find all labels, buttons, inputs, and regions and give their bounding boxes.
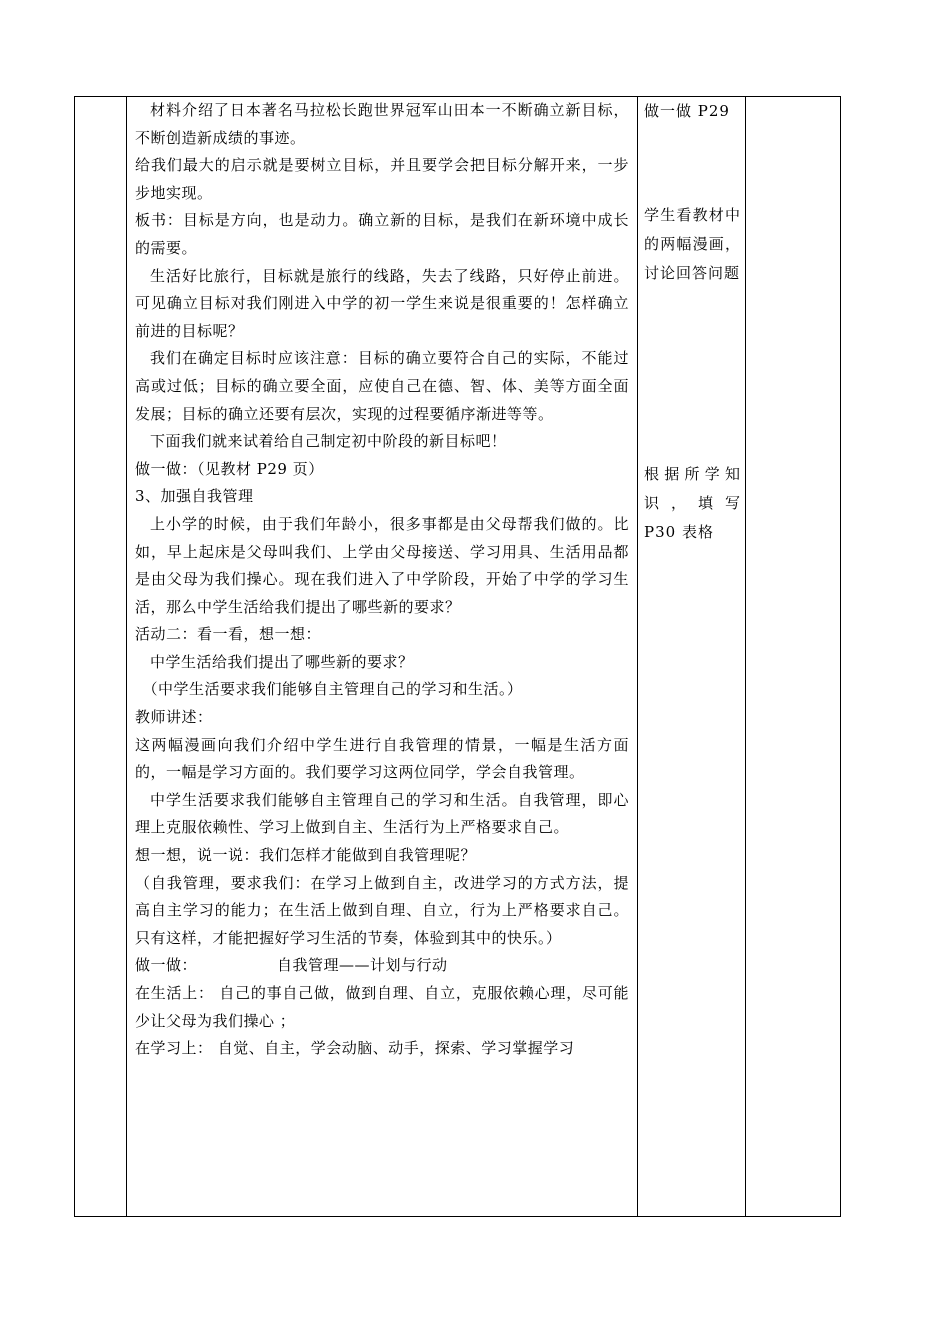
lesson-table xyxy=(74,96,841,1217)
paragraph: 中学生活给我们提出了哪些新的要求？ xyxy=(150,652,414,671)
paragraph: 我们在确定目标时应该注意：目标的确立要符合自己的实际，不能过高或过低；目标的确立要全面，应使自己在德、智、体、美等方面全面发展；目标的确立还要有层次，实现的过程要循序渐进等等。 xyxy=(135,349,629,423)
paragraph: 在生活上： 自己的事自己做，做到自理、自立，克服依赖心理，尽可能少让父母为我们操心 ； xyxy=(135,984,629,1030)
paragraph: 做一做：（见教材 P29 页） xyxy=(135,459,324,478)
paragraph: （自我管理，要求我们：在学习上做到自主，改进学习的方式方法，提高自主学习的能力；在生活上做到自理、自立，行为上严格要求自己。只有这样，才能把握好学习生活的节奏，体验到其中的快乐。） xyxy=(135,873,629,947)
paragraph: 给我们最大的启示就是要树立目标，并且要学会把目标分解开来，一步步地实现。 xyxy=(135,156,629,202)
paragraph: 上小学的时候，由于我们年龄小，很多事都是由父母帮我们做的。比如，早上起床是父母叫我们、上学由父母接送、学习用具、生活用品都是由父母为我们操心。现在我们进入了中学阶段，开始了中学的学习生活，那么中学生活给我们提出了哪些新的要求？ xyxy=(135,514,629,616)
blank-column-cell xyxy=(746,97,841,1217)
paragraph: 在学习上： 自觉、自主，学会动脑、动手，探索、学习掌握学习 xyxy=(135,1039,575,1058)
side-note: 根据所学知识，填写 P30 表格 xyxy=(644,465,741,541)
table-row xyxy=(75,97,841,1217)
activity-heading: 活动二：看一看，想一想： xyxy=(135,625,322,644)
activity-title: 自我管理——计划与行动 xyxy=(277,956,448,975)
student-activity-cell xyxy=(638,97,746,1217)
paragraph: （中学生活要求我们能够自主管理自己的学习和生活。） xyxy=(142,680,523,699)
section-heading: 3、加强自我管理 xyxy=(135,487,254,506)
blackboard-note: 板书：目标是方向，也是动力。确立新的目标，是我们在新环境中成长的需要。 xyxy=(135,211,629,257)
paragraph: 材料介绍了日本著名马拉松长跑世界冠军山田本一不断确立新目标，不断创造新成绩的事迹。 xyxy=(135,101,629,147)
blank-column-cell xyxy=(75,97,127,1217)
paragraph: 教师讲述： xyxy=(135,708,213,727)
paragraph: 想一想，说一说：我们怎样才能做到自我管理呢？ xyxy=(135,846,477,865)
paragraph: 生活好比旅行，目标就是旅行的线路，失去了线路，只好停止前进。可见确立目标对我们刚进入中学的初一学生来说是很重要的！怎样确立前进的目标呢？ xyxy=(135,266,629,340)
paragraph: 中学生活要求我们能够自主管理自己的学习和生活。自我管理，即心理上克服依赖性、学习上做到自主、生活行为上严格要求自己。 xyxy=(135,790,629,837)
paragraph: 这两幅漫画向我们介绍中学生进行自我管理的情景，一幅是生活方面的，一幅是学习方面的。我们要学习这两位同学，学会自我管理。 xyxy=(135,735,629,782)
activity-label: 做一做： xyxy=(135,956,198,975)
side-note: 学生看教材中的两幅漫画，讨论回答问题 xyxy=(644,206,741,282)
paragraph: 下面我们就来试着给自己制定初中阶段的新目标吧！ xyxy=(150,432,507,451)
side-note: 做一做 P29 xyxy=(644,102,730,120)
teaching-content-cell xyxy=(127,97,638,1217)
student-activity xyxy=(638,97,745,1216)
teaching-content xyxy=(127,97,637,1216)
activity-line xyxy=(135,952,629,980)
